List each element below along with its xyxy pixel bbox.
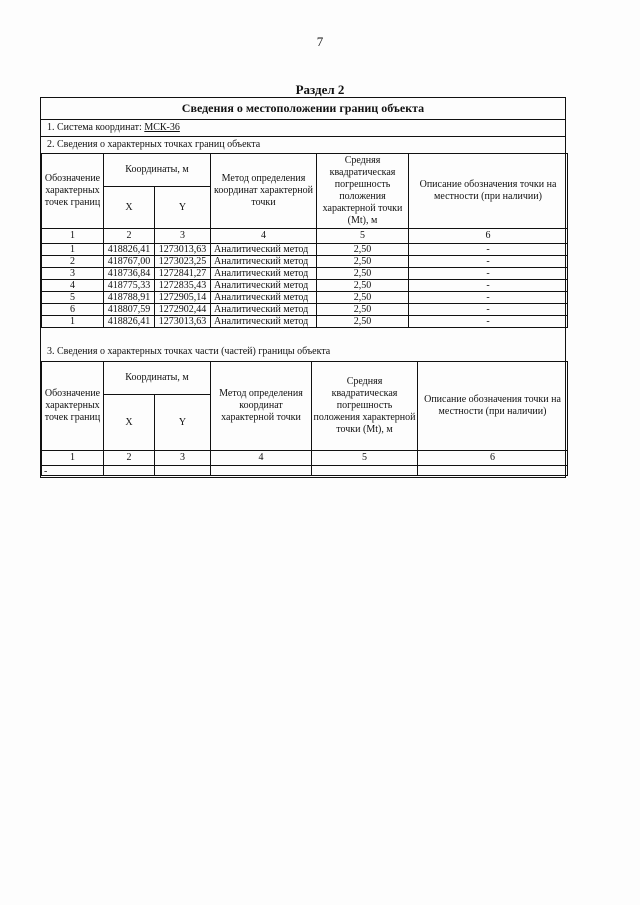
table-row xyxy=(42,256,568,268)
point-description: - xyxy=(409,280,568,292)
section-title: Раздел 2 xyxy=(295,82,345,97)
header-y: Y xyxy=(155,187,211,229)
point-method: Аналитический метод xyxy=(211,316,317,328)
point-method: Аналитический метод xyxy=(211,268,317,280)
header-accuracy: Средняя квадратическая погрешность положения характерной точки (Mt), м xyxy=(317,154,409,229)
point-method: Аналитический метод xyxy=(211,280,317,292)
point-accuracy: 2,50 xyxy=(317,304,409,316)
table-row xyxy=(42,268,568,280)
header-designation: Обозначение характерных точек границ xyxy=(42,154,104,229)
header-method: Метод определения координат характерной точки xyxy=(211,362,312,451)
point-x: 418767,00 xyxy=(104,256,155,268)
point-x: 418826,41 xyxy=(104,244,155,256)
point-x: 418788,91 xyxy=(104,292,155,304)
column-number: 3 xyxy=(155,451,211,466)
section2-heading: 2. Сведения о характерных точках границ объекта xyxy=(41,136,565,154)
point-accuracy: 2,50 xyxy=(317,244,409,256)
table-row xyxy=(42,304,568,316)
point-x: 418775,33 xyxy=(104,280,155,292)
column-number: 4 xyxy=(211,229,317,244)
part-boundary-points-table xyxy=(41,361,568,476)
point-designation: 6 xyxy=(42,304,104,316)
header-x: X xyxy=(104,187,155,229)
trailing-dash: - xyxy=(44,466,48,477)
boundary-points-table xyxy=(41,153,568,328)
column-number: 1 xyxy=(42,229,104,244)
point-accuracy: 2,50 xyxy=(317,292,409,304)
column-number: 2 xyxy=(104,451,155,466)
point-description: - xyxy=(409,268,568,280)
point-y: 1273013,63 xyxy=(155,244,211,256)
table-row xyxy=(42,244,568,256)
column-number: 5 xyxy=(317,229,409,244)
point-y: 1272905,14 xyxy=(155,292,211,304)
table-row xyxy=(42,280,568,292)
point-designation: 2 xyxy=(42,256,104,268)
column-number: 4 xyxy=(211,451,312,466)
coordinate-system-label: 1. Система координат: xyxy=(47,122,142,133)
boundary-document xyxy=(40,97,566,478)
point-accuracy: 2,50 xyxy=(317,268,409,280)
point-accuracy: 2,50 xyxy=(317,280,409,292)
header-method: Метод определения координат характерной точки xyxy=(211,154,317,229)
point-designation: 1 xyxy=(42,316,104,328)
point-method: Аналитический метод xyxy=(211,304,317,316)
header-y: Y xyxy=(155,395,211,451)
point-method: Аналитический метод xyxy=(211,292,317,304)
column-number: 2 xyxy=(104,229,155,244)
point-description: - xyxy=(409,304,568,316)
header-accuracy: Средняя квадратическая погрешность положения характерной точки (Mt), м xyxy=(312,362,418,451)
table-row xyxy=(42,316,568,328)
column-numbers-row xyxy=(42,229,568,244)
column-number: 1 xyxy=(42,451,104,466)
point-method: Аналитический метод xyxy=(211,244,317,256)
coordinate-system-value: МСК-36 xyxy=(144,122,180,133)
header-x: X xyxy=(104,395,155,451)
coordinate-system-line xyxy=(41,119,565,137)
point-x: 418826,41 xyxy=(104,316,155,328)
header-coords: Координаты, м xyxy=(104,154,211,187)
point-designation: 3 xyxy=(42,268,104,280)
point-designation: 1 xyxy=(42,244,104,256)
empty-row xyxy=(42,466,568,476)
table-row xyxy=(42,292,568,304)
column-number: 3 xyxy=(155,229,211,244)
document-title: Сведения о местоположении границ объекта xyxy=(41,98,565,120)
page-number: 7 xyxy=(316,34,324,49)
header-description: Описание обозначения точки на местности (при наличии) xyxy=(409,154,568,229)
point-y: 1272835,43 xyxy=(155,280,211,292)
header-designation: Обозначение характерных точек границ xyxy=(42,362,104,451)
point-y: 1272902,44 xyxy=(155,304,211,316)
point-description: - xyxy=(409,256,568,268)
header-description: Описание обозначения точки на местности (при наличии) xyxy=(418,362,568,451)
column-number: 6 xyxy=(418,451,568,466)
point-y: 1272841,27 xyxy=(155,268,211,280)
point-designation: 4 xyxy=(42,280,104,292)
header-coords: Координаты, м xyxy=(104,362,211,395)
point-accuracy: 2,50 xyxy=(317,316,409,328)
column-number: 6 xyxy=(409,229,568,244)
point-designation: 5 xyxy=(42,292,104,304)
point-x: 418736,84 xyxy=(104,268,155,280)
section3-heading: 3. Сведения о характерных точках части (частей) границы объекта xyxy=(41,343,565,362)
point-description: - xyxy=(409,292,568,304)
point-description: - xyxy=(409,244,568,256)
column-number: 5 xyxy=(312,451,418,466)
point-method: Аналитический метод xyxy=(211,256,317,268)
point-y: 1273013,63 xyxy=(155,316,211,328)
column-numbers-row xyxy=(42,451,568,466)
point-description: - xyxy=(409,316,568,328)
point-y: 1273023,25 xyxy=(155,256,211,268)
point-accuracy: 2,50 xyxy=(317,256,409,268)
point-x: 418807,59 xyxy=(104,304,155,316)
